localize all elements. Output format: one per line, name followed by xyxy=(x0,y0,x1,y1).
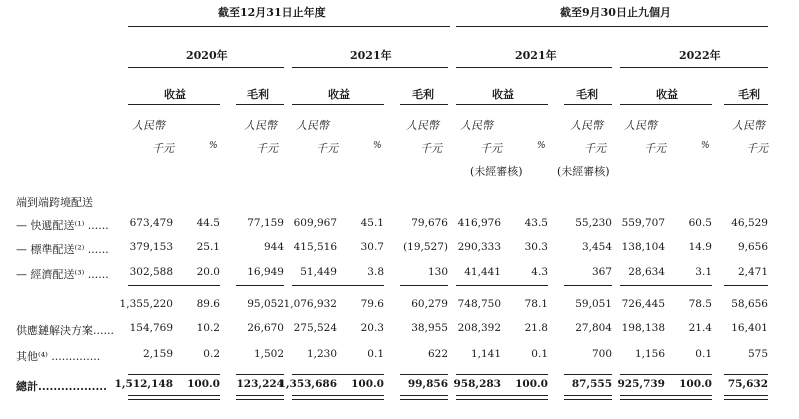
table-cell: 95,052 xyxy=(247,298,284,310)
table-cell: 0.1 xyxy=(695,348,712,360)
table-cell: 20.3 xyxy=(360,322,384,334)
unit-rmb: 人民幣 xyxy=(244,119,277,132)
table-cell: 123,224 xyxy=(236,378,284,390)
table-cell: 0.1 xyxy=(367,348,384,360)
divider xyxy=(456,104,548,105)
table-cell: 275,524 xyxy=(293,322,337,334)
total-top-line xyxy=(620,374,712,375)
table-cell: 1,230 xyxy=(306,348,337,360)
year-header: 2021年 xyxy=(515,49,557,62)
unit-rmb: 人民幣 xyxy=(570,119,603,132)
table-cell: 43.5 xyxy=(524,217,548,229)
table-cell: 44.5 xyxy=(196,217,220,229)
table-cell: 138,104 xyxy=(621,241,665,253)
table-cell: 958,283 xyxy=(453,378,501,390)
table-cell: 77,159 xyxy=(247,217,284,229)
table-cell: 89.6 xyxy=(196,298,220,310)
unit-rmb: 人民幣 xyxy=(406,119,439,132)
subtotal-line xyxy=(128,285,220,286)
table-cell: 30.3 xyxy=(524,241,548,253)
unit-pct: % xyxy=(209,141,218,151)
table-cell: 28,634 xyxy=(628,266,665,278)
table-cell: 559,707 xyxy=(621,217,665,229)
unit-thousand: 千元 xyxy=(152,142,174,155)
table-cell: 1,502 xyxy=(253,348,284,360)
total-double-line xyxy=(292,395,384,400)
table-cell: 78.1 xyxy=(524,298,548,310)
unit-rmb: 人民幣 xyxy=(624,119,657,132)
total-top-line xyxy=(724,374,768,375)
table-cell: 2,159 xyxy=(142,348,173,360)
table-cell: 379,153 xyxy=(129,241,173,253)
table-cell: 46,529 xyxy=(731,217,768,229)
table-cell: 21.4 xyxy=(688,322,712,334)
gross-profit-header: 毛利 xyxy=(576,88,598,101)
total-double-line xyxy=(236,395,284,400)
revenue-header: 收益 xyxy=(164,88,186,101)
table-cell: 673,479 xyxy=(129,217,173,229)
table-cell: 79.6 xyxy=(360,298,384,310)
table-cell: 38,955 xyxy=(411,322,448,334)
section-label: 端到端跨境配送 xyxy=(16,196,93,209)
row-label: — 經濟配送⁽³⁾ ...... xyxy=(16,268,109,281)
table-cell: 16,949 xyxy=(247,266,284,278)
unit-rmb: 人民幣 xyxy=(732,119,765,132)
table-cell: 925,739 xyxy=(617,378,665,390)
divider xyxy=(564,104,612,105)
divider xyxy=(292,104,384,105)
table-cell: 87,555 xyxy=(571,378,612,390)
divider xyxy=(456,26,768,27)
table-cell: 726,445 xyxy=(621,298,665,310)
unit-thousand: 千元 xyxy=(256,142,278,155)
table-cell: 99,856 xyxy=(407,378,448,390)
divider xyxy=(128,26,450,27)
subtotal-line xyxy=(292,285,384,286)
gross-profit-header: 毛利 xyxy=(412,88,434,101)
table-cell: 290,333 xyxy=(457,241,501,253)
table-cell: 1,355,220 xyxy=(119,298,173,310)
total-top-line xyxy=(292,374,384,375)
year-header: 2021年 xyxy=(350,49,392,62)
table-cell: 415,516 xyxy=(293,241,337,253)
table-cell: 55,230 xyxy=(575,217,612,229)
divider xyxy=(724,104,768,105)
gross-profit-header: 毛利 xyxy=(247,88,269,101)
unit-thousand: 千元 xyxy=(316,142,338,155)
divider xyxy=(292,67,448,68)
table-cell: 208,392 xyxy=(457,322,501,334)
divider xyxy=(456,67,612,68)
table-cell: 58,656 xyxy=(731,298,768,310)
table-cell: 3.1 xyxy=(695,266,712,278)
unit-thousand: 千元 xyxy=(746,142,768,155)
table-cell: 30.7 xyxy=(360,241,384,253)
row-label: 總計.................. xyxy=(16,380,107,393)
unit-pct: % xyxy=(373,141,382,151)
unit-pct: % xyxy=(537,141,546,151)
table-cell: 100.0 xyxy=(679,378,712,390)
table-cell: 16,401 xyxy=(731,322,768,334)
table-cell: 198,138 xyxy=(621,322,665,334)
table-cell: 154,769 xyxy=(129,322,173,334)
unit-rmb: 人民幣 xyxy=(460,119,493,132)
revenue-header: 收益 xyxy=(328,88,350,101)
table-cell: 416,976 xyxy=(457,217,501,229)
total-top-line xyxy=(128,374,220,375)
table-cell: 1,512,148 xyxy=(114,378,173,390)
table-cell: 1,353,686 xyxy=(278,378,337,390)
year-header: 2022年 xyxy=(679,49,721,62)
subtotal-line xyxy=(236,285,284,286)
total-double-line xyxy=(620,395,712,400)
total-double-line xyxy=(724,395,768,400)
row-label: — 快遞配送⁽¹⁾ ...... xyxy=(16,219,109,232)
year-header: 2020年 xyxy=(186,49,228,62)
divider xyxy=(236,104,284,105)
table-cell: 51,449 xyxy=(300,266,337,278)
table-cell: 14.9 xyxy=(688,241,712,253)
table-cell: 20.0 xyxy=(196,266,220,278)
table-cell: 78.5 xyxy=(688,298,712,310)
table-cell: 27,804 xyxy=(575,322,612,334)
table-cell: 9,656 xyxy=(737,241,768,253)
table-cell: 21.8 xyxy=(524,322,548,334)
unaudited-note: (未經審核) xyxy=(557,165,610,178)
table-cell: 25.1 xyxy=(196,241,220,253)
total-top-line xyxy=(236,374,284,375)
table-cell: 1,076,932 xyxy=(283,298,337,310)
subtotal-line xyxy=(456,285,548,286)
table-cell: 622 xyxy=(427,348,448,360)
table-cell: 60,279 xyxy=(411,298,448,310)
unit-rmb: 人民幣 xyxy=(296,119,329,132)
subtotal-line xyxy=(724,285,768,286)
divider xyxy=(128,104,220,105)
total-double-line xyxy=(456,395,548,400)
divider xyxy=(620,67,768,68)
table-cell: 100.0 xyxy=(351,378,384,390)
table-cell: 3,454 xyxy=(581,241,612,253)
divider xyxy=(620,104,712,105)
total-top-line xyxy=(400,374,448,375)
table-cell: 59,051 xyxy=(575,298,612,310)
table-cell: 302,588 xyxy=(129,266,173,278)
unit-thousand: 千元 xyxy=(584,142,606,155)
table-cell: 1,141 xyxy=(470,348,501,360)
unit-thousand: 千元 xyxy=(644,142,666,155)
gross-profit-header: 毛利 xyxy=(738,88,760,101)
subtotal-line xyxy=(620,285,712,286)
table-cell: 367 xyxy=(591,266,612,278)
unit-thousand: 千元 xyxy=(480,142,502,155)
row-label: 供應鏈解決方案...... xyxy=(16,324,114,337)
table-cell: 944 xyxy=(263,241,284,253)
total-double-line xyxy=(400,395,448,400)
divider xyxy=(128,67,284,68)
table-cell: 609,967 xyxy=(293,217,337,229)
total-double-line xyxy=(128,395,220,400)
period-header-9m: 截至9月30日止九個月 xyxy=(560,6,671,19)
table-cell: 100.0 xyxy=(187,378,220,390)
revenue-header: 收益 xyxy=(656,88,678,101)
table-cell: (19,527) xyxy=(403,241,448,253)
row-label: 其他⁽⁴⁾ .............. xyxy=(16,350,101,363)
row-label: — 標準配送⁽²⁾ ...... xyxy=(16,243,109,256)
table-cell: 75,632 xyxy=(727,378,768,390)
total-double-line xyxy=(564,395,612,400)
table-cell: 45.1 xyxy=(360,217,384,229)
divider xyxy=(400,104,448,105)
table-cell: 0.1 xyxy=(531,348,548,360)
table-cell: 0.2 xyxy=(203,348,220,360)
unit-pct: % xyxy=(701,141,710,151)
table-cell: 26,670 xyxy=(247,322,284,334)
subtotal-line xyxy=(564,285,612,286)
table-cell: 10.2 xyxy=(196,322,220,334)
table-cell: 1,156 xyxy=(634,348,665,360)
total-top-line xyxy=(456,374,548,375)
subtotal-line xyxy=(400,285,448,286)
table-cell: 79,676 xyxy=(411,217,448,229)
revenue-header: 收益 xyxy=(492,88,514,101)
table-cell: 130 xyxy=(427,266,448,278)
table-cell: 575 xyxy=(747,348,768,360)
table-cell: 2,471 xyxy=(737,266,768,278)
table-cell: 41,441 xyxy=(464,266,501,278)
table-cell: 100.0 xyxy=(515,378,548,390)
table-cell: 3.8 xyxy=(367,266,384,278)
unaudited-note: (未經審核) xyxy=(470,165,523,178)
table-cell: 4.3 xyxy=(531,266,548,278)
unit-rmb: 人民幣 xyxy=(132,119,165,132)
period-header-fy: 截至12月31日止年度 xyxy=(218,6,326,19)
table-cell: 700 xyxy=(591,348,612,360)
unit-thousand: 千元 xyxy=(420,142,442,155)
total-top-line xyxy=(564,374,612,375)
table-cell: 60.5 xyxy=(688,217,712,229)
table-cell: 748,750 xyxy=(457,298,501,310)
